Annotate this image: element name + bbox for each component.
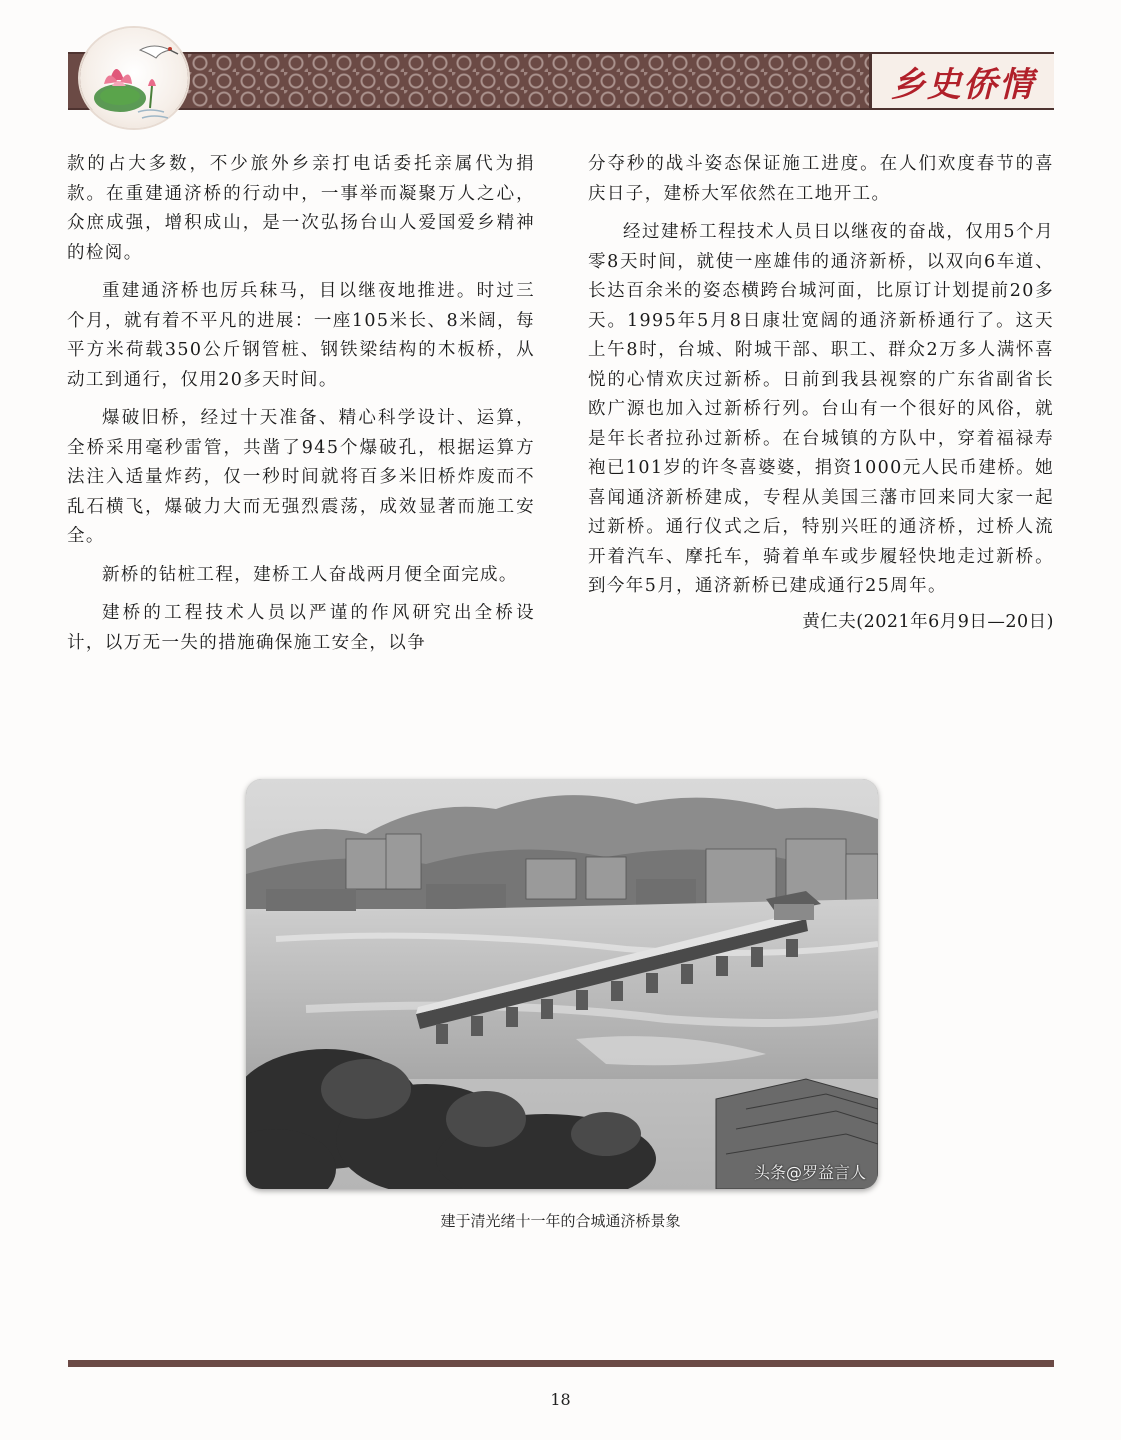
paragraph: 爆破旧桥，经过十天准备、精心科学设计、运算，全桥采用毫秒雷管，共凿了945个爆破孔，根据运算方法注入适量炸药，仅一秒时间就将百多米旧桥炸废而不乱石横飞，爆破力大而无强烈震荡，成效显著而施工安全。 [67, 408, 535, 546]
right-column [588, 150, 1054, 637]
paragraph: 建桥的工程技术人员以严谨的作风研究出全桥设计，以万无一失的措施确保施工安全，以争 [67, 603, 535, 653]
historic-bridge-photo [246, 779, 878, 1189]
header-band [68, 52, 1054, 110]
section-title-box [869, 54, 1054, 108]
left-column [67, 150, 535, 658]
paragraph: 重建通济桥也厉兵秣马，目以继夜地推进。时过三个月，就有着不平凡的进展：一座105米长、8米阔，每平方米荷载350公斤钢管桩、钢铁梁结构的木板桥，从动工到通行，仅用20多天时间。 [67, 281, 535, 390]
bridge-photo-illustration [246, 779, 878, 1189]
header-ornament-pattern [188, 54, 878, 108]
page-number: 18 [550, 1390, 571, 1409]
photo-watermark: 头条@罗益言人 [753, 1163, 866, 1182]
photo-caption: 建于清光绪十一年的合城通济桥景象 [440, 1212, 681, 1230]
author-signature: 黄仁夫(2021年6月9日—20日) [802, 611, 1054, 632]
footer-rule [68, 1360, 1054, 1367]
paragraph: 经过建桥工程技术人员日以继夜的奋战，仅用5个月零8天时间，就使一座雄伟的通济新桥，以双向6车道、长达百余米的姿态横跨台城河面，比原订计划提前20多天。1995年5月8日康壮宽阔的通济新桥通行了。这天上午8时，台城、附城干部、职工、群众2万多人满怀喜悦的心情欢庆过新桥。日前到我县视察的广东省副省长欧广源也加入过新桥行列。台山有一个很好的风俗，就是年长者拉孙过新桥。在台城镇的方队中，穿着福禄寿袍已101岁的许冬喜婆婆，捐资1000元人民币建桥。她喜闻通济新桥建成，专程从美国三藩市回来同大家一起过新桥。通行仪式之后，特别兴旺的通济桥，过桥人流开着汽车、摩托车，骑着单车或步履轻快地走过新桥。到今年5月，通济新桥已建成通行25周年。 [588, 222, 1054, 596]
paragraph: 款的占大多数，不少旅外乡亲打电话委托亲属代为捐款。在重建通济桥的行动中，一事举而凝聚万人之心，众庶成强，增积成山，是一次弘扬台山人爱国爱乡精神的检阅。 [67, 154, 535, 263]
paragraph: 分夺秒的战斗姿态保证施工进度。在人们欢度春节的喜庆日子，建桥大军依然在工地开工。 [588, 154, 1054, 204]
paragraph: 新桥的钻桩工程，建桥工人奋战两月便全面完成。 [102, 564, 518, 585]
lotus-crane-icon [80, 28, 188, 128]
section-title: 乡史侨情 [891, 64, 1035, 105]
